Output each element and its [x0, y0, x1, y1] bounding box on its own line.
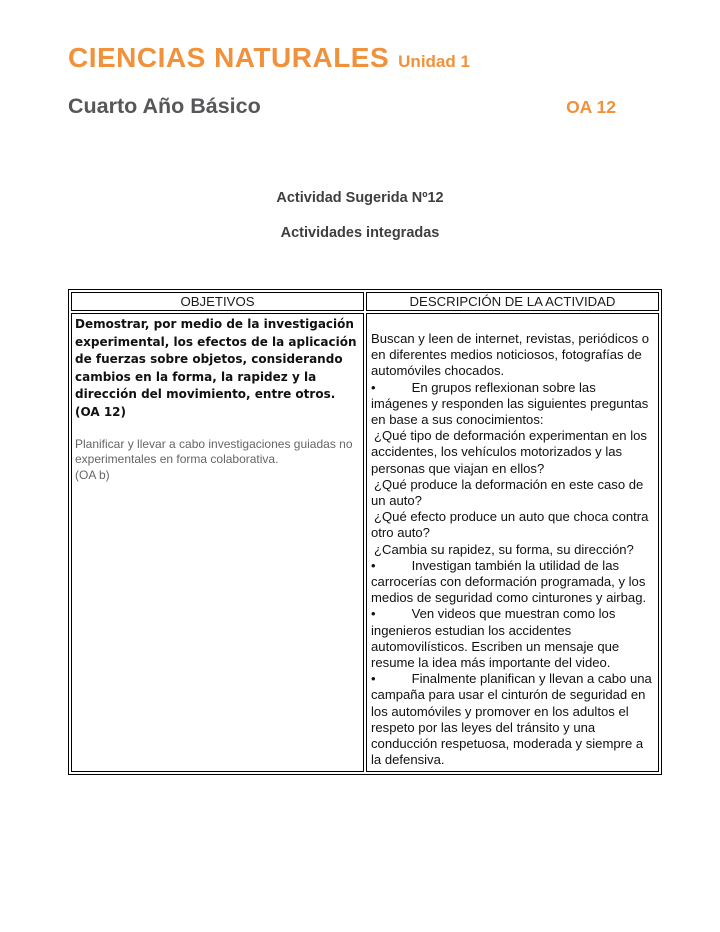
description-question: ¿Qué produce la deformación en este caso de un auto? — [371, 476, 644, 509]
column-header-objetivos: OBJETIVOS — [71, 292, 364, 311]
activity-subtitle: Actividades integradas — [280, 225, 440, 241]
objective-secondary-body: Planificar y llevar a cabo investigaciones guiadas no experimentales en forma colaborativa. — [75, 436, 353, 467]
bullet-icon: • — [371, 606, 376, 622]
course-title: CIENCIAS NATURALES — [68, 42, 390, 73]
objective-main-text: Demostrar, por medio de la investigación experimental, los efectos de la aplicación de fuerzas sobre objetos, considerando cambios en la forma, la rapidez y la dirección del movimiento, entre otros. (OA 12) — [75, 317, 357, 419]
description-bullet-item: • Investigan también la utilidad de las carrocerías con deformación programada, y los medios de seguridad como cinturones y airbag. — [371, 557, 647, 606]
objective-secondary-code: (OA b) — [75, 467, 110, 482]
bullet-icon: • — [371, 557, 376, 573]
description-paragraph: Buscan y leen de internet, revistas, periódicos o en diferentes medios noticiosos, fotografías de automóviles chocados. — [371, 331, 650, 379]
grade-title: Cuarto Año Básico — [68, 94, 261, 118]
bullet-icon: • — [371, 671, 376, 687]
bullet-icon: • — [371, 379, 376, 395]
objectives-cell — [71, 313, 364, 772]
table-body-row — [71, 313, 659, 772]
activity-title: Actividad Sugerida Nº12 — [276, 190, 444, 206]
objective-secondary-text — [75, 437, 360, 484]
table-header-row — [71, 292, 659, 311]
description-cell — [366, 313, 659, 772]
unit-label: Unidad 1 — [398, 52, 470, 71]
document-header — [68, 42, 470, 74]
activity-table — [68, 289, 662, 775]
oa-badge: OA 12 — [566, 97, 616, 117]
description-bullet-item: • En grupos reflexionan sobre las imágenes y responden las siguientes preguntas en base a sus conocimientos: — [371, 379, 649, 428]
description-bullet-item: • Finalmente planifican y llevan a cabo una campaña para usar el cinturón de seguridad en los automóviles y promover en los adultos el respeto por las leyes del tránsito y una conducción respetuosa, moderada y siempre a la defensiva. — [371, 671, 652, 768]
description-bullet-item: • Ven videos que muestran como los ingenieros estudian los accidentes automovilísticos. Escriben un mensaje que resume la idea más importante del video. — [371, 606, 620, 671]
description-question: ¿Qué efecto produce un auto que choca contra otro auto? — [371, 509, 649, 541]
description-question: ¿Qué tipo de deformación experimentan en los accidentes, los vehículos motorizados y las personas que viajan en ellos? — [371, 428, 647, 476]
column-header-descripcion: DESCRIPCIÓN DE LA ACTIVIDAD — [366, 292, 659, 311]
description-question: ¿Cambia su rapidez, su forma, su dirección? — [374, 541, 634, 557]
document-subheader — [68, 94, 616, 119]
spacer — [371, 315, 656, 331]
